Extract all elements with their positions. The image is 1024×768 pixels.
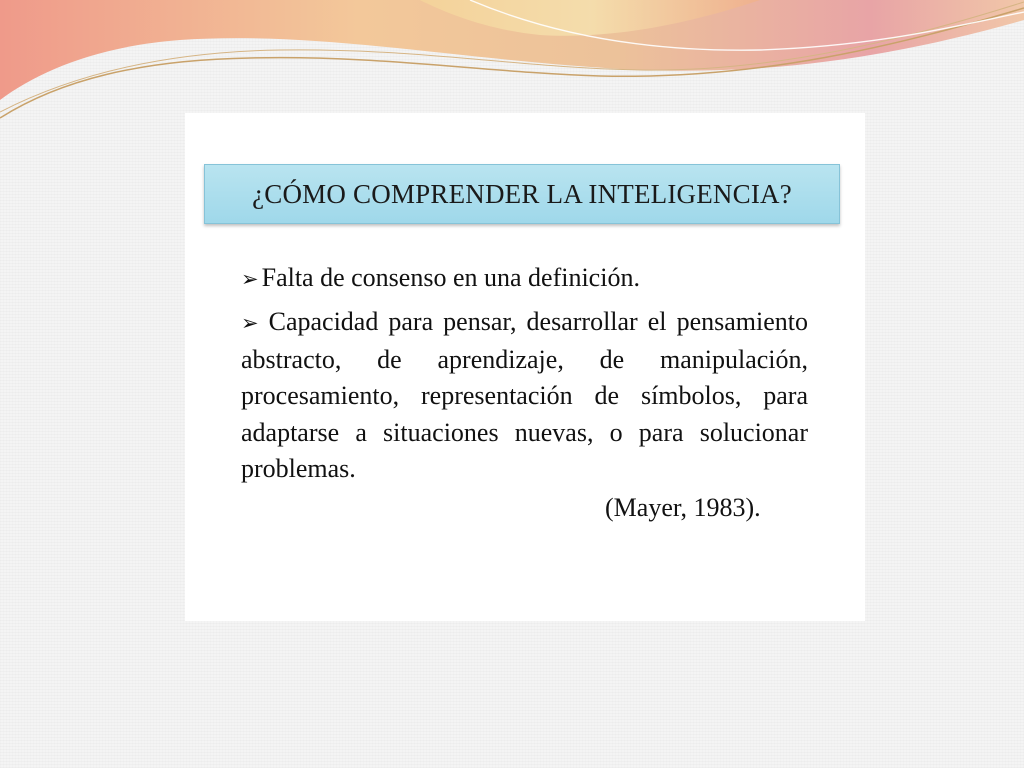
arrow-bullet-icon: ➢ <box>241 311 259 335</box>
bullet-text: Capacidad para pensar, desarrollar el pensamiento abstracto, de aprendizaje, de manipulación, procesamiento, representación de símbolos, para adaptarse a situaciones nuevas, o para solucionar problemas. <box>241 307 808 483</box>
decorative-wave-header <box>0 0 1024 130</box>
title-banner <box>204 164 840 224</box>
citation: (Mayer, 1983). <box>605 493 761 522</box>
bullet-item <box>241 304 808 488</box>
bullet-item <box>241 260 808 298</box>
slide-content-card <box>185 113 865 621</box>
arrow-bullet-icon: ➢ <box>241 267 259 291</box>
bullet-text: Falta de consenso en una definición. <box>261 263 640 292</box>
slide-title: ¿CÓMO COMPRENDER LA INTELIGENCIA? <box>252 178 792 209</box>
